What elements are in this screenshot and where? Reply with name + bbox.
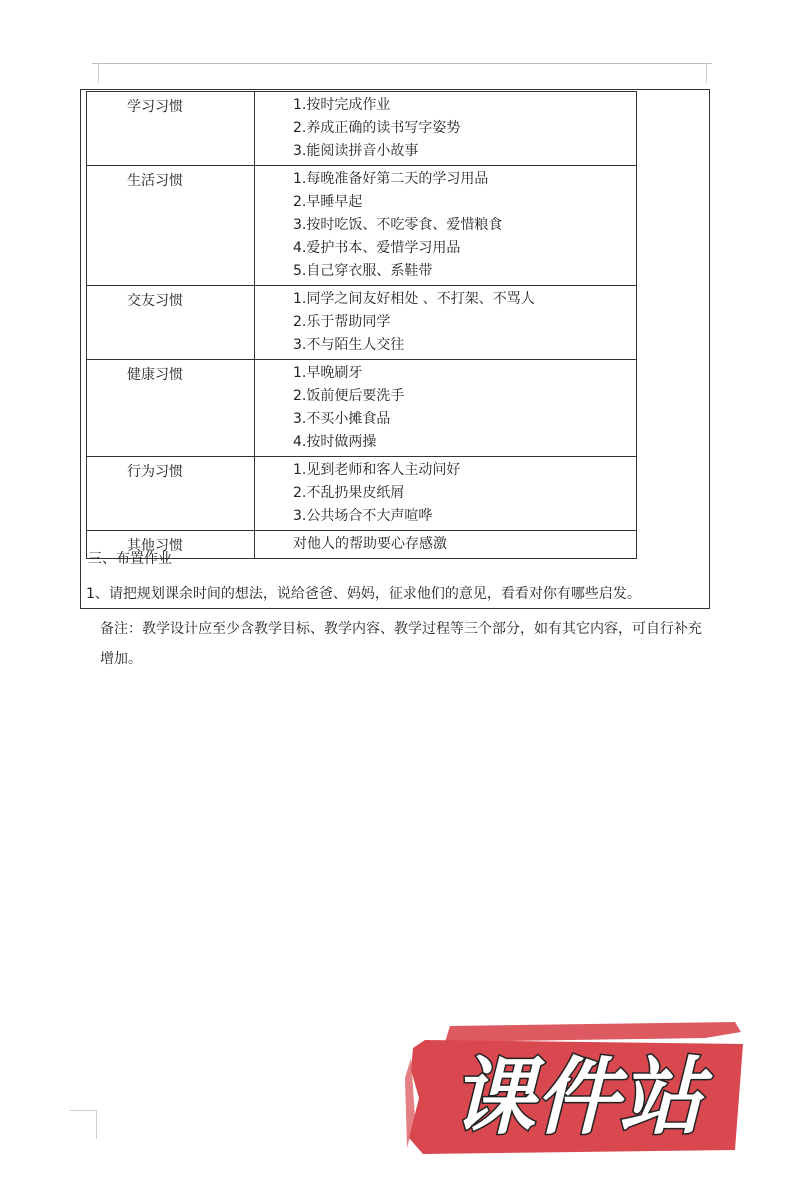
habit-category: 学习习惯 xyxy=(87,92,255,166)
habit-item: 4.爱护书本、爱惜学习用品 xyxy=(293,240,461,256)
habit-items-cell xyxy=(255,457,637,531)
habit-item: 1.每晚准备好第二天的学习用品 xyxy=(293,171,489,187)
habit-item: 对他人的帮助要心存感激 xyxy=(293,536,447,552)
habit-items-cell xyxy=(255,360,637,457)
table-row xyxy=(87,286,637,360)
habits-table xyxy=(86,91,637,559)
habit-category: 其他习惯 xyxy=(87,531,255,559)
habit-item: 3.不买小摊食品 xyxy=(293,411,391,427)
habit-category: 生活习惯 xyxy=(87,166,255,286)
habit-items-cell xyxy=(255,531,637,559)
watermark-text: 课件站 xyxy=(450,1048,704,1146)
header-rule xyxy=(92,63,712,64)
habit-item: 3.公共场合不大声喧哗 xyxy=(293,508,433,524)
habit-item: 1.早晚刷牙 xyxy=(293,365,363,381)
habit-items-cell xyxy=(255,166,637,286)
habit-item: 3.不与陌生人交往 xyxy=(293,337,405,353)
habit-item: 2.乐于帮助同学 xyxy=(293,314,391,330)
habit-item: 3.按时吃饭、不吃零食、爱惜粮食 xyxy=(293,217,503,233)
table-row xyxy=(87,92,637,166)
habit-item: 2.不乱扔果皮纸屑 xyxy=(293,485,405,501)
habit-items-cell xyxy=(255,286,637,360)
habit-category: 健康习惯 xyxy=(87,360,255,457)
note-text: 备注：教学设计应至少含教学目标、教学内容、教学过程等三个部分，如有其它内容，可自行补充增加。 xyxy=(100,621,702,667)
habit-items-cell xyxy=(255,92,637,166)
table-row xyxy=(87,166,637,286)
watermark-brush-top xyxy=(445,1022,741,1042)
crop-mark-top-right xyxy=(706,63,713,83)
habit-item: 1.见到老师和客人主动问好 xyxy=(293,462,461,478)
habit-item: 2.饭前便后要洗手 xyxy=(293,388,405,404)
habit-item: 2.早睡早起 xyxy=(293,194,363,210)
habit-item: 1.按时完成作业 xyxy=(293,97,391,113)
crop-mark-bottom-left xyxy=(70,1110,97,1139)
crop-mark-top-left xyxy=(92,63,99,83)
watermark-logo xyxy=(405,1018,747,1158)
habit-category: 行为习惯 xyxy=(87,457,255,531)
habit-item: 2.养成正确的读书写字姿势 xyxy=(293,120,461,136)
habit-item: 5.自己穿衣服、系鞋带 xyxy=(293,263,433,279)
homework-item: 1、请把规划课余时间的想法，说给爸爸、妈妈，征求他们的意见，看看对你有哪些启发。 xyxy=(86,586,641,602)
habit-item: 3.能阅读拼音小故事 xyxy=(293,143,419,159)
table-row xyxy=(87,457,637,531)
section-heading: 三、布置作业 xyxy=(88,551,172,567)
habit-category: 交友习惯 xyxy=(87,286,255,360)
habit-item: 1.同学之间友好相处 、不打架、不骂人 xyxy=(293,291,535,307)
habit-item: 4.按时做两操 xyxy=(293,434,377,450)
table-row xyxy=(87,360,637,457)
